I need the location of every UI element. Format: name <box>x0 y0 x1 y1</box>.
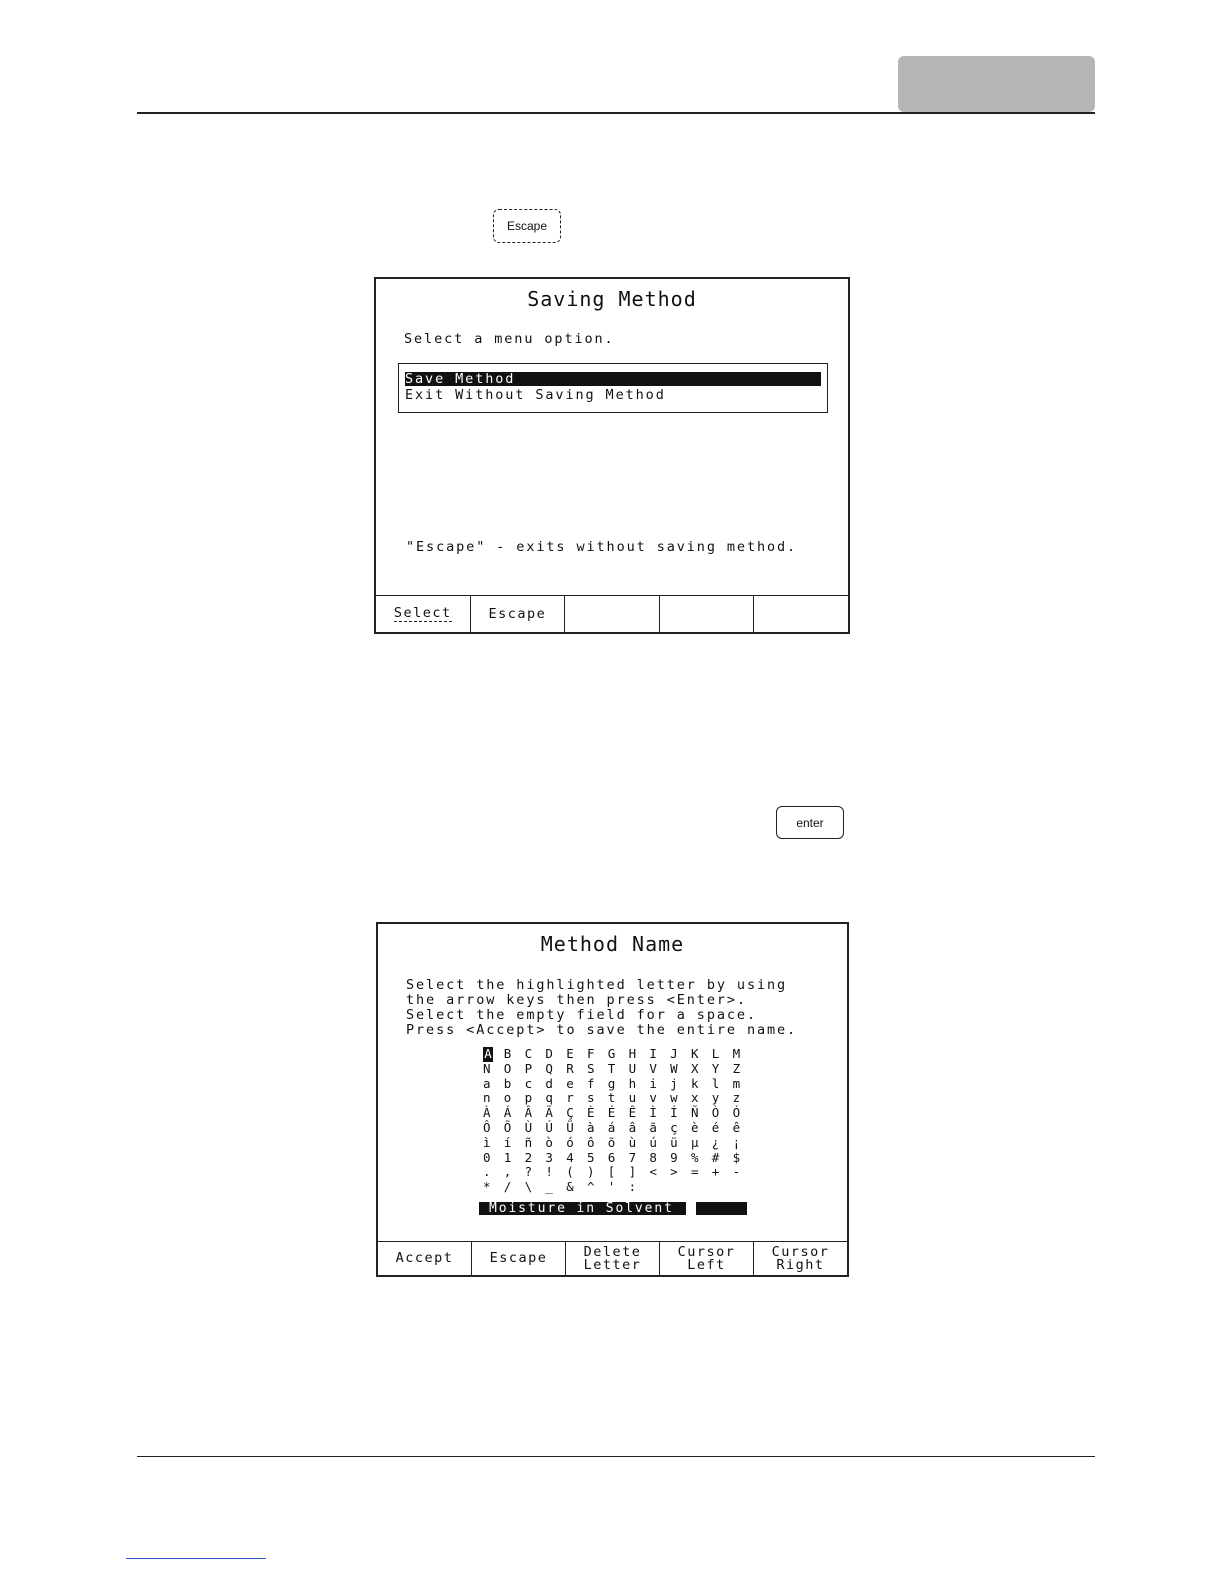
footer-rule <box>137 1456 1095 1457</box>
char-cell[interactable]: E <box>566 1046 574 1061</box>
char-cell[interactable]: g <box>607 1075 616 1091</box>
char-cell[interactable]: * <box>483 1179 491 1195</box>
char-cell[interactable]: % <box>690 1149 699 1165</box>
menu-list <box>398 363 828 413</box>
char-cell[interactable]: B <box>503 1046 512 1061</box>
char-cell[interactable]: ¡ <box>732 1134 741 1150</box>
char-cell[interactable]: 6 <box>607 1149 616 1165</box>
softkey-bar <box>378 1241 847 1275</box>
char-row <box>483 1077 753 1092</box>
char-cell[interactable]: \ <box>524 1179 533 1195</box>
char-cell[interactable]: Í <box>670 1105 678 1121</box>
char-cell[interactable]: J <box>670 1046 678 1061</box>
char-cell <box>691 1180 712 1195</box>
instruction-line: Select the highlighted letter by using <box>406 977 788 993</box>
char-row <box>483 1165 753 1180</box>
escape-softkey[interactable]: Escape <box>472 1242 566 1275</box>
char-cell[interactable]: o <box>503 1090 512 1106</box>
char-cell[interactable]: á <box>607 1119 616 1135</box>
select-softkey[interactable]: Select <box>376 596 471 632</box>
char-cell[interactable]: 1 <box>503 1149 512 1165</box>
char-cell <box>733 1180 754 1195</box>
cursor-left-softkey[interactable]: Cursor Left <box>660 1242 754 1275</box>
char-cell[interactable]: Ç <box>566 1105 574 1121</box>
char-cell[interactable]: 7 <box>628 1149 637 1165</box>
char-cell[interactable]: ã <box>649 1119 657 1135</box>
instruction-line: Press <Accept> to save the entire name. <box>406 1022 798 1038</box>
char-cell[interactable]: D <box>545 1046 553 1061</box>
char-cell[interactable]: + <box>711 1164 720 1180</box>
char-row <box>483 1091 753 1106</box>
char-cell[interactable]: , <box>503 1164 512 1180</box>
char-cell[interactable]: ? <box>524 1164 533 1180</box>
char-cell <box>670 1180 691 1195</box>
char-cell[interactable]: Õ <box>503 1119 512 1135</box>
char-cell[interactable]: P <box>524 1060 533 1076</box>
char-cell[interactable]: j <box>670 1075 678 1091</box>
char-row <box>483 1047 753 1062</box>
method-name-field[interactable]: Moisture in Solvent <box>479 1202 686 1215</box>
char-cell <box>712 1180 733 1195</box>
char-cell[interactable]: z <box>732 1090 741 1106</box>
char-cell[interactable]: ñ <box>524 1134 533 1150</box>
char-cell[interactable]: X <box>690 1060 699 1076</box>
char-cell[interactable]: b <box>503 1075 512 1091</box>
char-cell[interactable]: Ú <box>545 1119 553 1135</box>
char-cell[interactable]: = <box>690 1164 699 1180</box>
char-row <box>483 1106 753 1121</box>
char-cell[interactable]: Ù <box>524 1119 533 1135</box>
char-cell[interactable]: Ô <box>483 1119 491 1135</box>
char-row <box>483 1121 753 1136</box>
char-cell[interactable]: é <box>711 1119 720 1135</box>
char-cell[interactable]: ] <box>628 1164 637 1180</box>
char-cell[interactable]: O <box>503 1060 512 1076</box>
char-cell[interactable]: n <box>483 1090 491 1106</box>
char-cell[interactable]: Ê <box>628 1105 637 1121</box>
char-cell[interactable]: ( <box>566 1164 574 1180</box>
footer-link-underline <box>126 1558 266 1559</box>
char-cell[interactable]: : <box>628 1179 637 1195</box>
char-cell[interactable]: > <box>670 1164 678 1180</box>
char-cell[interactable]: Ã <box>545 1105 553 1121</box>
char-cell <box>649 1180 670 1195</box>
char-cell[interactable]: ù <box>628 1134 637 1150</box>
char-cell[interactable]: t <box>607 1090 616 1106</box>
char-cell[interactable]: m <box>732 1075 741 1091</box>
instruction-line: Select the empty field for a space. <box>406 1007 757 1023</box>
char-cell[interactable]: k <box>690 1075 699 1091</box>
softkey-5[interactable] <box>754 596 848 632</box>
accept-softkey[interactable]: Accept <box>378 1242 472 1275</box>
char-cell[interactable]: [ <box>607 1164 616 1180</box>
enter-key-icon: enter <box>776 806 844 839</box>
escape-hint: "Escape" - exits without saving method. <box>406 539 798 555</box>
char-cell[interactable]: & <box>566 1179 574 1195</box>
char-cell[interactable]: d <box>545 1075 553 1091</box>
char-cell[interactable]: Y <box>711 1060 720 1076</box>
char-cell[interactable]: c <box>524 1075 533 1091</box>
softkey-bar <box>376 595 848 632</box>
char-cell[interactable]: y <box>711 1090 720 1106</box>
char-cell[interactable]: ì <box>483 1134 491 1150</box>
char-cell[interactable]: I <box>649 1046 657 1061</box>
char-cell[interactable]: V <box>649 1060 657 1076</box>
screen-title: Saving Method <box>527 287 697 311</box>
header-rule <box>137 112 1095 114</box>
cursor-right-softkey[interactable]: Cursor Right <box>771 1243 830 1273</box>
char-cell[interactable]: í <box>503 1134 512 1150</box>
char-cell[interactable]: ô <box>586 1134 595 1150</box>
char-cell[interactable]: à <box>586 1119 595 1135</box>
char-row <box>483 1136 753 1151</box>
char-cell[interactable]: < <box>649 1164 657 1180</box>
char-cell[interactable]: 8 <box>649 1149 657 1165</box>
char-cell[interactable]: 9 <box>670 1149 678 1165</box>
char-cell[interactable]: µ <box>690 1134 699 1150</box>
char-row <box>483 1180 753 1195</box>
char-cell[interactable]: N <box>483 1060 491 1076</box>
char-cell[interactable]: ú <box>649 1134 657 1150</box>
escape-key-icon: Escape <box>493 209 561 243</box>
char-cell[interactable]: L <box>711 1046 720 1061</box>
instruction-line: the arrow keys then press <Enter>. <box>406 992 747 1008</box>
char-cell[interactable]: v <box>649 1090 657 1106</box>
char-cell[interactable]: Á <box>503 1105 512 1121</box>
char-cell[interactable]: ¿ <box>711 1134 720 1150</box>
char-cell[interactable]: ó <box>566 1134 574 1150</box>
char-cell[interactable]: l <box>711 1075 720 1091</box>
softkey-3[interactable] <box>565 596 660 632</box>
char-cell[interactable]: K <box>690 1046 699 1061</box>
escape-softkey[interactable]: Escape <box>471 596 566 632</box>
char-row <box>483 1151 753 1166</box>
char-cell[interactable]: Ü <box>566 1119 574 1135</box>
char-cell[interactable]: ! <box>545 1164 553 1180</box>
char-cell[interactable]: r <box>566 1090 574 1106</box>
char-cell[interactable]: Ó <box>732 1105 741 1121</box>
char-cell[interactable]: 4 <box>566 1149 574 1165</box>
char-cell[interactable]: e <box>566 1075 574 1091</box>
char-cell[interactable]: a <box>483 1075 491 1091</box>
delete-letter-softkey[interactable]: Delete Letter <box>566 1242 660 1275</box>
method-name-screen <box>376 922 849 1277</box>
char-cell[interactable]: õ <box>607 1134 616 1150</box>
char-cell[interactable]: U <box>628 1060 637 1076</box>
char-cell[interactable]: 0 <box>483 1149 491 1165</box>
char-cell[interactable]: q <box>545 1090 553 1106</box>
char-cell[interactable]: ^ <box>586 1179 595 1195</box>
menu-item-exit-without-saving[interactable]: Exit Without Saving Method <box>405 387 666 403</box>
char-cell[interactable]: É <box>607 1105 616 1121</box>
char-cell[interactable]: T <box>607 1060 616 1076</box>
char-cell[interactable]: H <box>628 1046 637 1061</box>
char-cell[interactable]: S <box>586 1060 595 1076</box>
saving-method-screen <box>374 277 850 634</box>
menu-item-save-method[interactable]: Save Method <box>405 372 821 386</box>
char-cell[interactable]: Q <box>545 1060 553 1076</box>
char-cell[interactable]: ç <box>670 1119 678 1135</box>
char-cell[interactable]: s <box>586 1090 595 1106</box>
char-cell[interactable]: # <box>711 1149 720 1165</box>
char-row <box>483 1062 753 1077</box>
char-cell[interactable]: x <box>690 1090 699 1106</box>
char-cell[interactable]: w <box>670 1090 678 1106</box>
char-cell[interactable]: Ò <box>711 1105 720 1121</box>
char-cell[interactable]: A <box>484 1046 492 1061</box>
char-cell[interactable]: . <box>483 1164 491 1180</box>
char-cell[interactable]: ê <box>732 1119 741 1135</box>
char-cell[interactable]: È <box>586 1105 595 1121</box>
character-grid <box>483 1047 753 1195</box>
char-cell[interactable]: ' <box>607 1179 616 1195</box>
char-cell[interactable]: Z <box>732 1060 741 1076</box>
char-cell[interactable]: / <box>503 1179 512 1195</box>
chapter-tab <box>898 56 1095 112</box>
char-cell[interactable]: h <box>628 1075 637 1091</box>
char-cell[interactable]: À <box>483 1105 491 1121</box>
char-cell[interactable]: 2 <box>524 1149 533 1165</box>
char-cell[interactable]: Ì <box>649 1105 657 1121</box>
char-cell[interactable]: R <box>566 1060 574 1076</box>
char-cell[interactable]: p <box>524 1090 533 1106</box>
char-cell[interactable]: Â <box>524 1105 533 1121</box>
char-cell[interactable]: â <box>628 1119 637 1135</box>
char-cell[interactable]: è <box>690 1119 699 1135</box>
softkey-4[interactable] <box>660 596 755 632</box>
space-field[interactable] <box>696 1202 747 1215</box>
char-cell[interactable]: _ <box>545 1179 553 1195</box>
char-cell[interactable]: $ <box>732 1149 741 1165</box>
char-cell[interactable]: W <box>670 1060 678 1076</box>
char-cell[interactable]: ) <box>586 1164 595 1180</box>
char-cell[interactable]: G <box>607 1046 616 1061</box>
char-cell[interactable]: - <box>732 1164 741 1180</box>
menu-prompt: Select a menu option. <box>404 331 615 347</box>
char-cell[interactable]: Ñ <box>690 1105 699 1121</box>
char-cell[interactable]: i <box>649 1075 657 1091</box>
char-cell[interactable]: M <box>732 1046 741 1061</box>
char-cell[interactable]: 5 <box>586 1149 595 1165</box>
char-cell[interactable]: u <box>628 1090 637 1106</box>
char-cell[interactable]: f <box>586 1075 595 1091</box>
char-cell[interactable]: F <box>586 1046 595 1061</box>
char-cell[interactable]: 3 <box>545 1149 553 1165</box>
char-cell[interactable]: ü <box>670 1134 678 1150</box>
char-cell[interactable]: C <box>524 1046 533 1061</box>
screen-title: Method Name <box>540 932 685 956</box>
char-cell[interactable]: ò <box>545 1134 553 1150</box>
